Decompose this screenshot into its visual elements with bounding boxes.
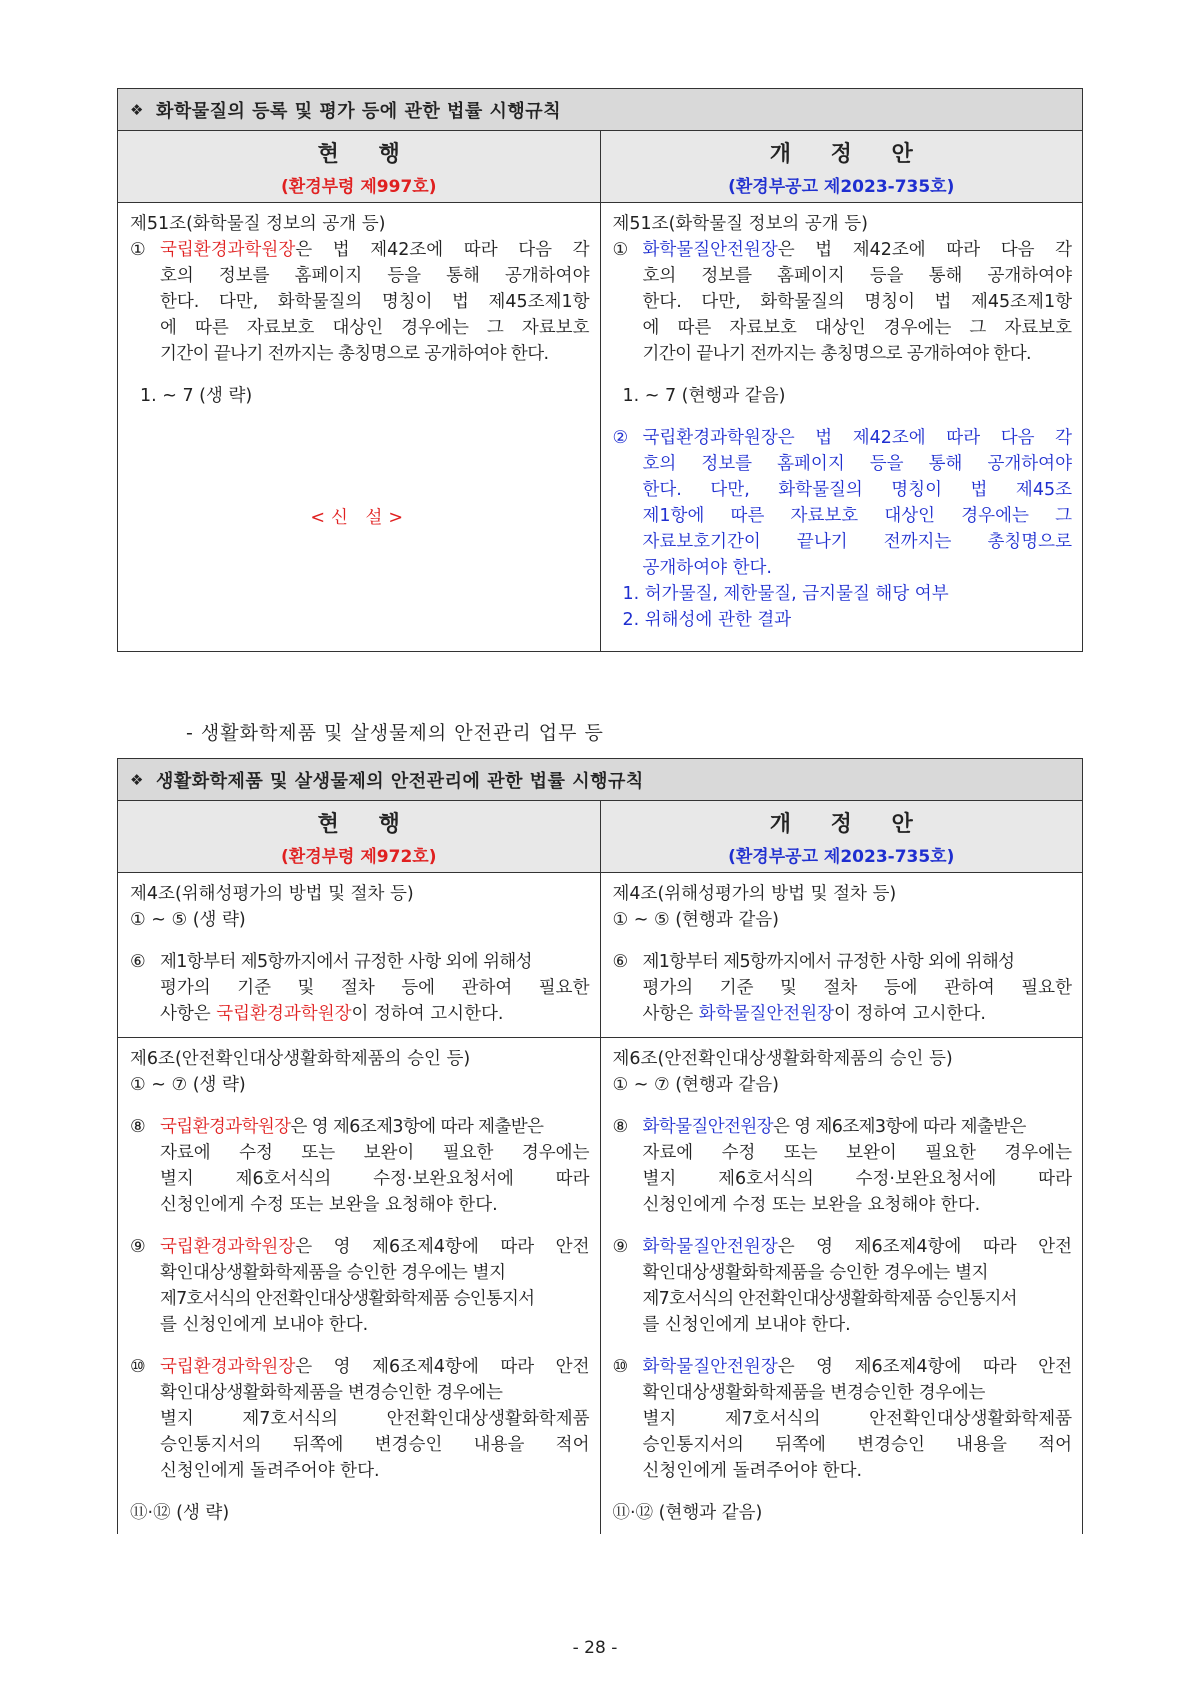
current-text-cell [118,203,600,651]
revision-notice-number: (환경부공고 제2023-735호) [728,846,955,867]
agency-name-highlight: 국립환경과학원장 [160,1237,296,1257]
paragraph-1: ① 화학물질안전원장은 법 제42조에 따라 다음 각 호의 정보를 홈페이지 등을 통해 공개하여야 한다. 다만, 화학물질의 명칭이 법 제45조제1항 에 따른 자료보호 대상인 경우에는 그 자료보호 기간이 끝나기 전까지는 총칭명으로 공개하여야 한다. [612,240,1072,364]
agency-name-highlight: 화학물질안전원장 [642,1357,778,1377]
same-as-current-items: ⑪·⑫ (현행과 같음) [612,1503,763,1523]
paragraph-10: ⑩ 국립환경과학원장은 영 제6조제4항에 따라 안전 확인대상생활화학제품을 변경승인한 경우에는 별지 제7호서식의 안전확인대상생활화학제품 승인통지서의 뒤쪽에 변경승인 내용을 적어 신청인에게 돌려주어야 한다. [130,1357,590,1481]
article-title: 제51조(화학물질 정보의 공개 등) [612,214,868,234]
current-column-header [118,801,600,872]
same-as-current-items: ① ~ ⑦ (현행과 같음) [612,1075,779,1095]
article-title: 제4조(위해성평가의 방법 및 절차 등) [612,884,897,904]
same-as-current-items: ① ~ ⑤ (현행과 같음) [612,910,779,930]
revision-text-cell [600,873,1083,1037]
revision-header-label: 개 정 안 [769,811,929,837]
current-decree-number: (환경부령 제997호) [281,176,437,197]
table-title-text: 화학물질의 등록 및 평가 등에 관한 법률 시행규칙 [155,100,562,122]
paragraph-8: ⑧ 화학물질안전원장은 영 제6조제3항에 따라 제출받은 자료에 수정 또는 보완이 필요한 경우에는 별지 제6호서식의 수정·보완요청서에 따라 신청인에게 수정 또는 보완을 요청해야 한다. [612,1117,1072,1215]
diamond-bullet-icon: ❖ [130,100,144,119]
article-title: 제6조(안전확인대상생활화학제품의 승인 등) [612,1049,953,1069]
table-row [118,1037,1082,1534]
section-heading: - 생활화학제품 및 살생물제의 안전관리 업무 등 [186,722,604,744]
new-item-2: 2. 위해성에 관한 결과 [622,610,792,630]
new-provision-note: <신 설> [310,508,410,528]
diamond-bullet-icon: ❖ [130,770,144,789]
paragraph-8: ⑧ 국립환경과학원장은 영 제6조제3항에 따라 제출받은 자료에 수정 또는 보완이 필요한 경우에는 별지 제6호서식의 수정·보완요청서에 따라 신청인에게 수정 또는 보완을 요청해야 한다. [130,1117,590,1215]
table-header [118,801,1082,873]
paragraph-9: ⑨ 국립환경과학원장은 영 제6조제4항에 따라 안전 확인대상생활화학제품을 승인한 경우에는 별지 제7호서식의 안전확인대상생활화학제품 승인통지서 를 신청인에게 보내야 한다. [130,1237,590,1335]
table-header [118,131,1082,203]
table-row [118,873,1082,1037]
revision-column-header [600,131,1083,202]
agency-name-highlight: 국립환경과학원장 [216,1004,352,1024]
paragraph-10: ⑩ 화학물질안전원장은 영 제6조제4항에 따라 안전 확인대상생활화학제품을 변경승인한 경우에는 별지 제7호서식의 안전확인대상생활화학제품 승인통지서의 뒤쪽에 변경승인 내용을 적어 신청인에게 돌려주어야 한다. [612,1357,1072,1481]
table-title [118,759,1082,801]
revision-column-header [600,801,1083,872]
current-column-header [118,131,600,202]
omitted-items: ⑪·⑫ (생 략) [130,1503,230,1523]
article-title: 제6조(안전확인대상생활화학제품의 승인 등) [130,1049,471,1069]
article-title: 제51조(화학물질 정보의 공개 등) [130,214,386,234]
revision-text-cell [600,203,1083,651]
paragraph-2-new: ② 국립환경과학원장은 법 제42조에 따라 다음 각 호의 정보를 홈페이지 등을 통해 공개하여야 한다. 다만, 화학물질의 명칭이 법 제45조 제1항에 따른 자료보호 대상인 경우에는 그 자료보호기간이 끝나기 전까지는 총칭명으로 공개하여야 한다. [612,428,1072,578]
table-title-text: 생활화학제품 및 살생물제의 안전관리에 관한 법률 시행규칙 [155,770,644,792]
comparison-table-household-chemicals [117,758,1083,1534]
agency-name-highlight: 국립환경과학원장 [160,1357,296,1377]
omitted-items: ① ~ ⑦ (생 략) [130,1075,246,1095]
new-item-1: 1. 허가물질, 제한물질, 금지물질 해당 여부 [622,584,949,604]
revision-text-cell [600,1038,1083,1534]
page-number: - 28 - [572,1638,618,1658]
current-header-label: 현 행 [317,141,416,167]
agency-name-highlight: 국립환경과학원장 [160,240,296,260]
comparison-table-chemical-registration [117,88,1083,652]
agency-name-highlight: 화학물질안전원장 [642,1117,773,1137]
current-header-label: 현 행 [317,811,416,837]
article-title: 제4조(위해성평가의 방법 및 절차 등) [130,884,414,904]
same-as-current-items: 1. ~ 7 (현행과 같음) [622,386,786,406]
paragraph-6: ⑥ 제1항부터 제5항까지에서 규정한 사항 외에 위해성 평가의 기준 및 절차 등에 관하여 필요한 사항은 화학물질안전원장이 정하여 고시한다. [612,952,1072,1024]
table-row [118,203,1082,651]
paragraph-6: ⑥ 제1항부터 제5항까지에서 규정한 사항 외에 위해성 평가의 기준 및 절차 등에 관하여 필요한 사항은 국립환경과학원장이 정하여 고시한다. [130,952,590,1024]
revision-header-label: 개 정 안 [769,141,929,167]
agency-name-highlight: 화학물질안전원장 [642,1237,778,1257]
revision-notice-number: (환경부공고 제2023-735호) [728,176,955,197]
omitted-items: 1. ~ 7 (생 략) [140,386,253,406]
agency-name-highlight: 화학물질안전원장 [698,1004,835,1024]
current-text-cell [118,1038,600,1534]
current-text-cell [118,873,600,1037]
paragraph-1: ① 국립환경과학원장은 법 제42조에 따라 다음 각 호의 정보를 홈페이지 등을 통해 공개하여야 한다. 다만, 화학물질의 명칭이 법 제45조제1항 에 따른 자료보호 대상인 경우에는 그 자료보호 기간이 끝나기 전까지는 총칭명으로 공개하여야 한다. [130,240,590,364]
omitted-items: ① ~ ⑤ (생 략) [130,910,246,930]
current-decree-number: (환경부령 제972호) [281,846,437,867]
agency-name-highlight: 국립환경과학원장 [160,1117,291,1137]
paragraph-9: ⑨ 화학물질안전원장은 영 제6조제4항에 따라 안전 확인대상생활화학제품을 승인한 경우에는 별지 제7호서식의 안전확인대상생활화학제품 승인통지서 를 신청인에게 보내야 한다. [612,1237,1072,1335]
table-title [118,89,1082,131]
agency-name-highlight: 화학물질안전원장 [642,240,778,260]
